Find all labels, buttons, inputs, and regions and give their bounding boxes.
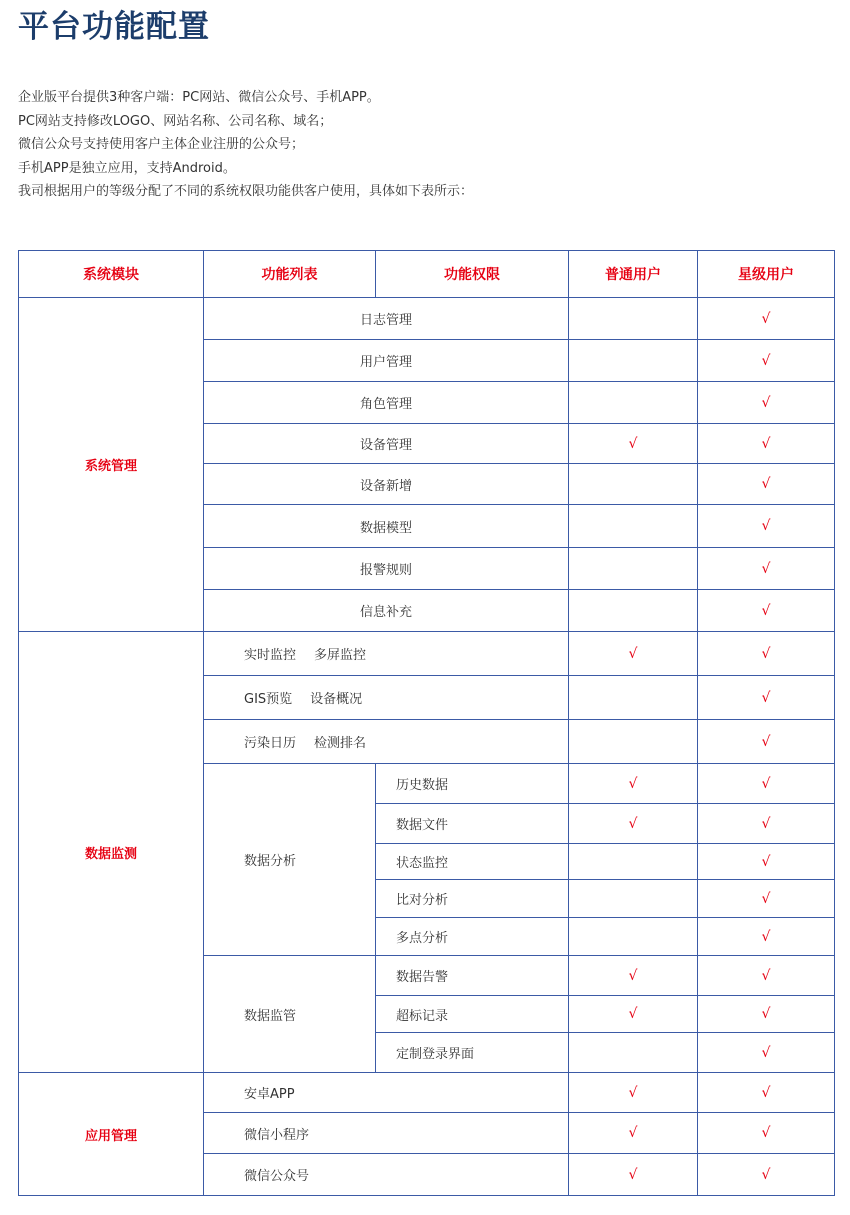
normal-user-check bbox=[569, 298, 698, 340]
intro-line: 微信公众号支持使用客户主体企业注册的公众号； bbox=[18, 137, 305, 152]
feature-cell: 用户管理 bbox=[204, 340, 569, 382]
star-user-check: √ bbox=[698, 464, 835, 505]
feature-cell: 数据告警 bbox=[376, 956, 569, 996]
star-user-check: √ bbox=[698, 340, 835, 382]
normal-user-check bbox=[569, 1033, 698, 1073]
star-user-check: √ bbox=[698, 880, 835, 918]
feature-cell: 比对分析 bbox=[376, 880, 569, 918]
feature-cell: 微信小程序 bbox=[204, 1113, 569, 1154]
feature-label: 设备概况 bbox=[310, 692, 363, 707]
normal-user-check: √ bbox=[569, 956, 698, 996]
intro-text bbox=[18, 86, 838, 204]
normal-user-check bbox=[569, 548, 698, 590]
star-user-check: √ bbox=[698, 1154, 835, 1196]
star-user-check: √ bbox=[698, 548, 835, 590]
normal-user-check: √ bbox=[569, 1073, 698, 1113]
feature-cell: 安卓APP bbox=[204, 1073, 569, 1113]
feature-cell: 微信公众号 bbox=[204, 1154, 569, 1196]
normal-user-check: √ bbox=[569, 1113, 698, 1154]
normal-user-check: √ bbox=[569, 632, 698, 676]
normal-user-check: √ bbox=[569, 424, 698, 464]
feature-label: 污染日历 bbox=[244, 736, 297, 751]
normal-user-check bbox=[569, 464, 698, 505]
header-normal-user: 普通用户 bbox=[569, 251, 698, 298]
feature-cell: 状态监控 bbox=[376, 844, 569, 880]
normal-user-check bbox=[569, 720, 698, 764]
normal-user-check bbox=[569, 880, 698, 918]
table-row bbox=[19, 298, 835, 340]
star-user-check: √ bbox=[698, 1073, 835, 1113]
feature-cell: 历史数据 bbox=[376, 764, 569, 804]
star-user-check: √ bbox=[698, 844, 835, 880]
header-star-user: 星级用户 bbox=[698, 251, 835, 298]
feature-label: 检测排名 bbox=[314, 736, 367, 751]
normal-user-check: √ bbox=[569, 804, 698, 844]
star-user-check: √ bbox=[698, 764, 835, 804]
normal-user-check: √ bbox=[569, 1154, 698, 1196]
table-header-row bbox=[19, 251, 835, 298]
feature-cell: 多点分析 bbox=[376, 918, 569, 956]
normal-user-check bbox=[569, 844, 698, 880]
intro-line: 企业版平台提供3种客户端：PC网站、微信公众号、手机APP。 bbox=[18, 90, 380, 105]
feature-cell: 设备新增 bbox=[204, 464, 569, 505]
normal-user-check: √ bbox=[569, 996, 698, 1033]
star-user-check: √ bbox=[698, 956, 835, 996]
header-feature-permission: 功能权限 bbox=[376, 251, 569, 298]
feature-label: 多屏监控 bbox=[314, 648, 367, 663]
star-user-check: √ bbox=[698, 996, 835, 1033]
feature-cell: 超标记录 bbox=[376, 996, 569, 1033]
intro-line: PC网站支持修改LOGO、网站名称、公司名称、域名； bbox=[18, 113, 333, 129]
feature-cell: 日志管理 bbox=[204, 298, 569, 340]
feature-label: GIS预览 bbox=[244, 692, 293, 707]
normal-user-check bbox=[569, 918, 698, 956]
table-row bbox=[19, 632, 835, 676]
star-user-check: √ bbox=[698, 1113, 835, 1154]
feature-cell: 数据模型 bbox=[204, 505, 569, 548]
star-user-check: √ bbox=[698, 382, 835, 424]
normal-user-check bbox=[569, 676, 698, 720]
feature-cell: 设备管理 bbox=[204, 424, 569, 464]
normal-user-check bbox=[569, 505, 698, 548]
feature-pair-cell bbox=[204, 720, 569, 764]
normal-user-check bbox=[569, 590, 698, 632]
feature-cell: 角色管理 bbox=[204, 382, 569, 424]
star-user-check: √ bbox=[698, 918, 835, 956]
star-user-check: √ bbox=[698, 505, 835, 548]
feature-pair-cell bbox=[204, 676, 569, 720]
intro-line: 手机APP是独立应用，支持Android。 bbox=[18, 160, 236, 176]
table-row bbox=[19, 1073, 835, 1113]
module-system-management: 系统管理 bbox=[19, 298, 204, 632]
star-user-check: √ bbox=[698, 632, 835, 676]
page-title: 平台功能配置 bbox=[18, 9, 210, 45]
feature-label: 实时监控 bbox=[244, 648, 297, 663]
star-user-check: √ bbox=[698, 298, 835, 340]
header-feature-list: 功能列表 bbox=[204, 251, 376, 298]
star-user-check: √ bbox=[698, 804, 835, 844]
star-user-check: √ bbox=[698, 424, 835, 464]
header-module: 系统模块 bbox=[19, 251, 204, 298]
star-user-check: √ bbox=[698, 720, 835, 764]
group-data-analysis: 数据分析 bbox=[204, 764, 376, 956]
feature-cell: 信息补充 bbox=[204, 590, 569, 632]
intro-line: 我司根据用户的等级分配了不同的系统权限功能供客户使用，具体如下表所示： bbox=[18, 184, 474, 199]
normal-user-check: √ bbox=[569, 764, 698, 804]
feature-cell: 定制登录界面 bbox=[376, 1033, 569, 1073]
normal-user-check bbox=[569, 340, 698, 382]
feature-cell: 数据文件 bbox=[376, 804, 569, 844]
feature-permission-table bbox=[18, 250, 835, 1196]
normal-user-check bbox=[569, 382, 698, 424]
star-user-check: √ bbox=[698, 590, 835, 632]
feature-cell: 报警规则 bbox=[204, 548, 569, 590]
module-application-management: 应用管理 bbox=[19, 1073, 204, 1196]
feature-pair-cell bbox=[204, 632, 569, 676]
module-data-monitoring: 数据监测 bbox=[19, 632, 204, 1073]
star-user-check: √ bbox=[698, 1033, 835, 1073]
group-data-supervision: 数据监管 bbox=[204, 956, 376, 1073]
star-user-check: √ bbox=[698, 676, 835, 720]
